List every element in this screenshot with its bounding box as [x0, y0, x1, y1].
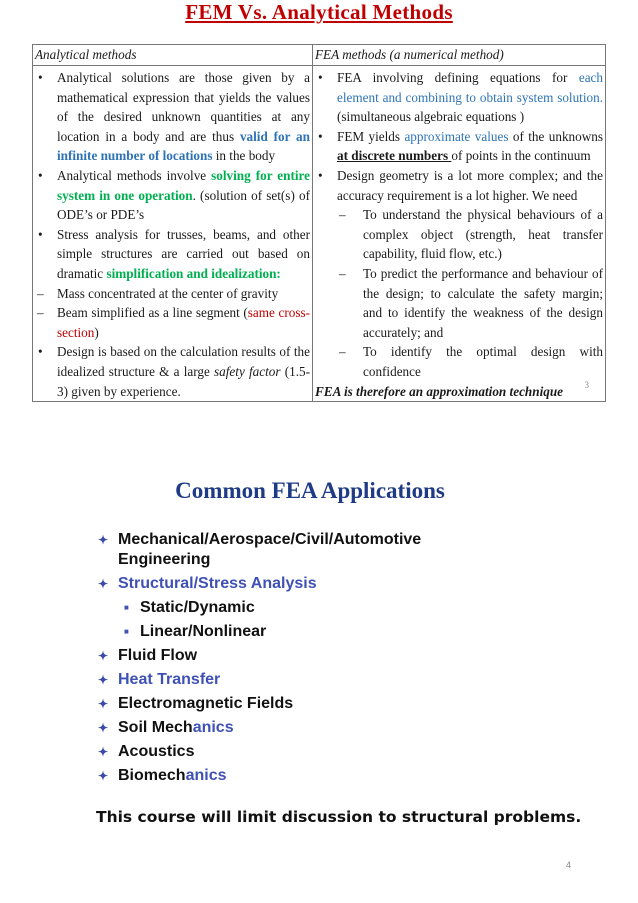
analytical-column	[33, 66, 313, 402]
list-item: – To predict the performance and behaviour of the design; to calculate the safety margin; and to identify the weakness of the design accurately; and	[315, 264, 603, 342]
list-item: ✦ Fluid Flow	[98, 647, 198, 664]
diamond-star-icon: ✦	[98, 697, 109, 711]
dash-icon: –	[37, 305, 44, 321]
list-item: ✦ Heat Transfer	[98, 671, 221, 688]
diamond-star-icon: ✦	[98, 721, 109, 735]
list-item: • Analytical methods involve solving for entire system in one operation. (solution of set(s) of ODE’s or PDE’s	[35, 166, 310, 225]
diamond-star-icon: ✦	[98, 769, 109, 783]
list-item: ✦ Soil Mechanics	[98, 719, 234, 736]
header-analytical: Analytical methods	[33, 45, 313, 66]
section-title: Common FEA Applications	[175, 478, 445, 503]
fea-column	[313, 66, 606, 402]
bullet-icon: •	[38, 344, 43, 360]
list-item: – To identify the optimal design with confidence	[315, 342, 603, 381]
list-item: ✦ Structural/Stress Analysis	[98, 575, 317, 592]
square-bullet-icon: ■	[124, 603, 129, 612]
header-fea: FEA methods (a numerical method)	[313, 45, 606, 66]
list-item: ✦ Mechanical/Aerospace/Civil/Automotive Engineering	[98, 531, 422, 568]
list-item: • Design is based on the calculation results of the idealized structure & a large safety factor (1.5-3) given by experience.	[35, 342, 310, 401]
list-item: ✦ Biomechanics	[98, 767, 227, 784]
list-item: – Beam simplified as a line segment (same cross-section)	[35, 303, 310, 342]
list-item: – To understand the physical behaviours of a complex object (strength, heat transfer capability, fluid flow, etc.)	[315, 205, 603, 264]
conclusion: FEA is therefore an approximation technique 3	[315, 382, 603, 402]
bullet-icon: •	[318, 128, 323, 144]
dash-icon: –	[339, 207, 346, 223]
applications-list	[98, 530, 458, 790]
list-item: ✦ Acoustics	[98, 743, 195, 760]
list-item: – Mass concentrated at the center of gravity	[35, 284, 310, 304]
slide-page-number: 3	[584, 379, 589, 390]
square-bullet-icon: ■	[124, 627, 129, 636]
list-item: • Analytical solutions are those given by a mathematical expression that yields the values of the desired unknown quantities at any location in a body and are thus valid for an infinite number of locations in the body	[35, 68, 310, 166]
diamond-star-icon: ✦	[98, 577, 109, 591]
sub-item: ■ Linear/Nonlinear	[124, 623, 267, 640]
list-item: ✦ Electromagnetic Fields	[98, 695, 294, 712]
diamond-star-icon: ✦	[98, 649, 109, 663]
list-item: • Stress analysis for trusses, beams, and other simple structures are carried out based on dramatic simplification and idealization:	[35, 225, 310, 284]
diamond-star-icon: ✦	[98, 745, 109, 759]
sub-item: ■ Static/Dynamic	[124, 599, 255, 616]
comparison-table	[32, 44, 606, 402]
bullet-icon: •	[318, 70, 323, 85]
dash-icon: –	[339, 265, 346, 281]
bullet-icon: •	[318, 167, 323, 183]
list-item: • FEA involving defining equations for each element and combining to obtain system solution. (simultaneous algebraic equations )	[315, 68, 603, 127]
dash-icon: –	[339, 344, 346, 360]
list-item: • Design geometry is a lot more complex; and the accuracy requirement is a lot higher. We need	[315, 166, 603, 205]
bullet-icon: •	[38, 167, 43, 183]
bullet-icon: •	[38, 226, 43, 242]
page-number: 4	[566, 860, 572, 870]
page-title: FEM Vs. Analytical Methods	[185, 0, 453, 24]
dash-icon: –	[37, 285, 44, 301]
diamond-star-icon: ✦	[98, 533, 109, 547]
diamond-star-icon: ✦	[98, 673, 109, 687]
bullet-icon: •	[38, 70, 43, 85]
course-note: This course will limit discussion to structural problems.	[96, 808, 582, 826]
list-item: • FEM yields approximate values of the unknowns at discrete numbers of points in the continuum	[315, 127, 603, 166]
